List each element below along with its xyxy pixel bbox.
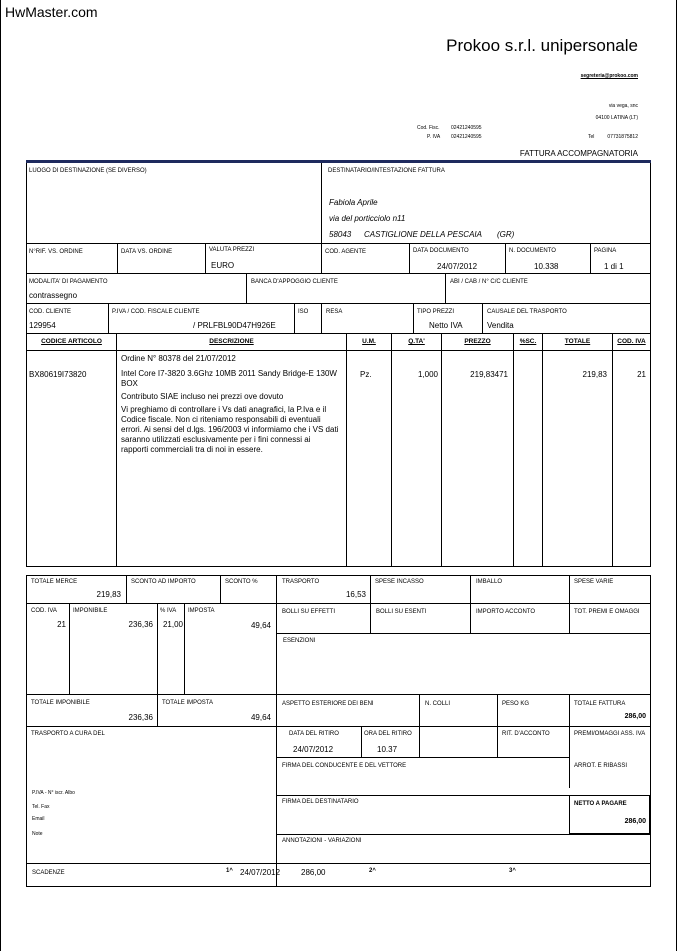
col-prezzo-header: PREZZO	[464, 338, 491, 345]
row1-div5	[505, 243, 506, 273]
col-um-header: U.M.	[362, 338, 376, 345]
email-label: Email	[32, 816, 45, 822]
totals-row1-bottom	[26, 603, 651, 604]
annotazioni-top	[276, 834, 651, 835]
sconto-pct-label: SCONTO %	[225, 579, 258, 585]
causale-label: CAUSALE DEL TRASPORTO	[487, 309, 567, 315]
aspetto-div-2	[497, 694, 498, 757]
frame-right	[650, 163, 651, 567]
items-bottom	[26, 566, 651, 567]
tot-premi-label: TOT. PREMI E OMAGGI	[574, 609, 640, 615]
item-um: Pz.	[360, 370, 372, 379]
esenzioni-top	[276, 633, 651, 634]
dest-address: via del porticciolo n11	[329, 214, 406, 223]
tipo-prezzi-value: Netto IVA	[429, 321, 463, 330]
scadenza-2-num: 2^	[369, 868, 376, 874]
luogo-label: LUOGO DI DESTINAZIONE (SE DIVERSO)	[29, 168, 147, 174]
item-cod-iva: 21	[637, 370, 646, 379]
siae-note: Contributo SIAE incluso nei prezzi ove dovuto	[121, 392, 284, 401]
cod-iva-value: 21	[57, 620, 66, 629]
bolli-esenti-label: BOLLI SU ESENTI	[376, 609, 427, 615]
row1-div6	[590, 243, 591, 273]
resa-label: RESA	[326, 309, 343, 315]
company-email[interactable]: segreteria@prokoo.com	[580, 73, 638, 79]
col-qta-header: Q.TA'	[408, 338, 425, 345]
data-doc-label: DATA DOCUMENTO	[413, 248, 469, 254]
scadenze-label: SCADENZE	[32, 870, 65, 876]
col-div-4	[441, 333, 442, 567]
arrot-label: ARROT. E RIBASSI	[574, 763, 628, 769]
note-label: Note	[32, 831, 43, 837]
tel-value: 07731875812	[607, 134, 638, 140]
item-codice: BX80619I73820	[29, 370, 87, 379]
aspetto-div-3	[569, 694, 570, 788]
pagina-value: 1 di 1	[604, 262, 624, 271]
aspetto-div-1	[419, 694, 420, 757]
row3-div1	[108, 303, 109, 333]
spese-incasso-label: SPESE INCASSO	[375, 579, 424, 585]
imposta-label: IMPOSTA	[188, 608, 215, 614]
tot-div-2	[220, 575, 221, 603]
scadenza-1-date: 24/07/2012	[240, 868, 281, 877]
col-div-5	[513, 333, 514, 567]
piva-cf-label: P.IVA / COD. FISCALE CLIENTE	[112, 309, 200, 315]
scadenza-1-num: 1^	[226, 868, 233, 874]
ora-ritiro-label: ORA DEL RITIRO	[364, 731, 412, 737]
col-descrizione-header: DESCRIZIONE	[209, 338, 254, 345]
annotazioni-label: ANNOTAZIONI - VARIAZIONI	[282, 838, 362, 844]
frame-left	[26, 163, 27, 567]
imposta-value: 49,64	[250, 621, 271, 630]
valuta-value: EURO	[211, 261, 235, 270]
imballo-label: IMBALLO	[476, 579, 503, 585]
header-bar	[26, 160, 651, 163]
items-top	[26, 333, 651, 334]
tel-label: Tel	[588, 134, 595, 140]
order-ref: Ordine N° 80378 del 21/07/2012	[121, 354, 236, 363]
dest-city: CASTIGLIONE DELLA PESCAIA	[364, 230, 482, 239]
bolli-effetti-label: BOLLI SU EFFETTI	[282, 609, 336, 615]
imponibile-value: 236,36	[128, 620, 153, 629]
page-border-left	[0, 0, 1, 951]
col-div-6	[542, 333, 543, 567]
pct-iva-label: % IVA	[160, 608, 177, 614]
tel-fax-label: Tel. Fax	[32, 804, 50, 810]
row3-div3	[321, 303, 322, 333]
iva-div-1	[69, 603, 70, 694]
tot-div-3	[276, 575, 277, 887]
tot-div-5	[470, 575, 471, 633]
premi-ass-label: PREMI/OMAGGI ASS. IVA	[574, 731, 646, 737]
privacy-note: Vi preghiamo di controllare i Vs dati anagrafici, la P.Iva e il Codice fiscale. Non ci riteniamo responsabili di eventuali errori. Ai sensi del d.lgs. 196/2003 vi informiamo che i VS dati saranno utilizzati esclusivamente per i fini connessi ai rapporti commerciali tra di noi in essere.	[121, 405, 339, 454]
abi-label: ABI / CAB / N° C/C CLIENTE	[450, 279, 528, 285]
item-totale: 219,83	[582, 370, 607, 379]
tipo-prezzi-label: TIPO PREZZI	[417, 309, 455, 315]
data-ritiro-label: DATA DEL RITIRO	[289, 731, 339, 737]
items-header-bottom	[26, 350, 651, 351]
netto-value: 286,00	[624, 818, 646, 825]
watermark: HwMaster.com	[5, 4, 98, 20]
row3-div5	[482, 303, 483, 333]
bolli-div	[370, 603, 371, 633]
causale-value: Vendita	[487, 321, 514, 330]
item-description: Intel Core I7-3820 3.6Ghz 10MB 2011 Sandy Bridge-E 130W BOX	[121, 369, 337, 388]
company-city: 04100 LATINA (LT)	[595, 115, 638, 121]
valuta-label: VALUTA PREZZI	[209, 247, 255, 253]
dest-cap: 58043	[329, 230, 352, 239]
totale-fattura-value: 286,00	[624, 713, 646, 720]
tot-div-6	[569, 575, 570, 633]
netto-label: NETTO A PAGARE	[574, 801, 627, 807]
scadenze-bottom	[26, 886, 651, 887]
row3-div4	[413, 303, 414, 333]
row2-div1	[246, 273, 247, 303]
pagamento-label: MODALITA' DI PAGAMENTO	[29, 279, 108, 285]
company-street: via vega, snc	[608, 103, 638, 109]
ndoc-label: N. DOCUMENTO	[509, 248, 556, 254]
banca-label: BANCA D'APPOGGIO CLIENTE	[251, 279, 338, 285]
esenzioni-label: ESENZIONI	[283, 638, 316, 644]
cod-cliente-label: COD. CLIENTE	[29, 309, 72, 315]
totimp-bottom	[26, 726, 651, 727]
piva-value: 02421240595	[451, 134, 482, 140]
col-totale-header: TOTALE	[564, 338, 591, 345]
cod-fisc-value: 02421240595	[451, 125, 482, 131]
fattura-label: DESTINATARIO/INTESTAZIONE FATTURA	[328, 168, 445, 174]
scadenze-top	[26, 863, 651, 864]
totale-fattura-label: TOTALE FATTURA	[574, 701, 626, 707]
trasporto-value: 16,53	[345, 590, 366, 599]
col-div-3	[391, 333, 392, 567]
cod-iva-label: COD. IVA	[31, 608, 57, 614]
tot-div-1	[126, 575, 127, 603]
pct-iva-value: 21,00	[162, 620, 183, 629]
col-div-2	[346, 333, 347, 567]
data-doc-value: 24/07/2012	[437, 262, 478, 271]
totals-frame-right	[650, 575, 651, 887]
row2-div2	[445, 273, 446, 303]
sconto-importo-label: SCONTO AD IMPORTO	[131, 579, 196, 585]
scadenza-1-amount: 286,00	[301, 868, 326, 877]
iso-label: ISO	[298, 309, 309, 315]
company-name: Prokoo s.r.l. unipersonale	[446, 36, 638, 55]
row1-div4	[409, 243, 410, 273]
data-ritiro-value: 24/07/2012	[293, 745, 334, 754]
ncolli-label: N. COLLI	[425, 701, 451, 707]
ora-ritiro-value: 10.37	[377, 745, 398, 754]
col-div-7	[612, 333, 613, 567]
cod-cliente-value: 129954	[29, 321, 56, 330]
cod-fisc-label: Cod. Fisc.	[417, 125, 440, 131]
spese-varie-label: SPESE VARIE	[574, 579, 614, 585]
row1-top	[26, 243, 651, 244]
totale-imponibile-value: 236,36	[128, 713, 153, 722]
pagina-label: PAGINA	[594, 248, 617, 254]
col-div-1	[116, 333, 117, 567]
piva-label: P. IVA	[427, 134, 441, 140]
imponibile-label: IMPONIBILE	[73, 608, 108, 614]
row1-div2	[205, 243, 206, 273]
totale-merce-value: 219,83	[96, 590, 121, 599]
dest-divider	[321, 163, 322, 243]
ndoc-value: 10.338	[534, 262, 559, 271]
totale-merce-label: TOTALE MERCE	[31, 579, 78, 585]
totimp-top	[26, 694, 651, 695]
totale-imponibile-label: TOTALE IMPONIBILE	[31, 700, 90, 706]
ritiro-div	[361, 726, 362, 757]
item-qta: 1,000	[417, 370, 438, 379]
firma-cond-top	[276, 757, 570, 758]
document-type: FATTURA ACCOMPAGNATORIA	[519, 149, 638, 158]
firma-dest-top	[276, 795, 570, 796]
rit-acconto-label: RIT. D'ACCONTO	[502, 731, 550, 737]
dest-name: Fabiola Aprile	[329, 198, 378, 207]
importo-acconto-label: IMPORTO ACCONTO	[476, 609, 536, 615]
nrif-label: N°RIF. VS. ORDINE	[29, 249, 83, 255]
col-cod-iva-header: COD. IVA	[617, 338, 646, 345]
trasporto-label: TRASPORTO	[282, 579, 320, 585]
totale-imposta-label: TOTALE IMPOSTA	[162, 700, 214, 706]
pagamento-value: contrassegno	[29, 291, 78, 300]
col-codice-header: CODICE ARTICOLO	[41, 338, 102, 345]
row1-div3	[321, 243, 322, 273]
totale-imposta-value: 49,64	[250, 713, 271, 722]
piva-cf-value: / PRLFBL90D47H926E	[193, 321, 276, 330]
aspetto-label: ASPETTO ESTERIORE DEI BENI	[282, 701, 374, 707]
peso-label: PESO KG	[502, 701, 530, 707]
item-prezzo: 219,83471	[470, 370, 508, 379]
iva-div-3	[184, 603, 185, 694]
trasporto-cura-label: TRASPORTO A CURA DEL	[31, 731, 105, 737]
dest-prov: (GR)	[497, 230, 515, 239]
totals-top	[26, 575, 651, 576]
col-sc-header: %SC.	[519, 338, 537, 345]
firma-destinatario-label: FIRMA DEL DESTINATARIO	[282, 799, 359, 805]
data-vs-label: DATA VS. ORDINE	[121, 249, 173, 255]
row3-top	[26, 303, 651, 304]
row3-div2	[294, 303, 295, 333]
firma-conducente-label: FIRMA DEL CONDUCENTE E DEL VETTORE	[282, 763, 407, 769]
piva-albo-label: P.IVA - N° iscr. Albo	[32, 790, 75, 796]
iva-div-2	[157, 603, 158, 694]
agente-label: COD. AGENTE	[325, 249, 367, 255]
scadenza-3-num: 3^	[509, 868, 516, 874]
tot-div-4	[370, 575, 371, 603]
row1-div1	[117, 243, 118, 273]
row2-top	[26, 273, 651, 274]
